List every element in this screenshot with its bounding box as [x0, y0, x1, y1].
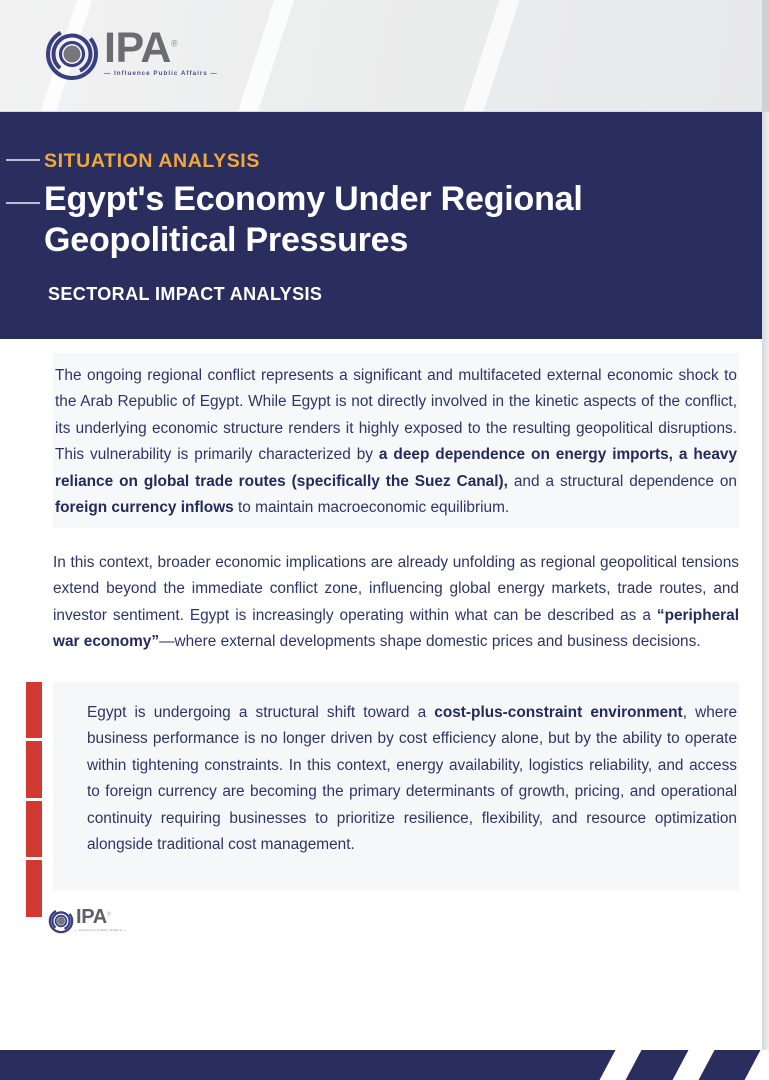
footer-brand-logo — [48, 905, 769, 934]
title-dash-icon — [6, 202, 40, 204]
callout-paragraph — [87, 700, 737, 859]
registered-mark: ® — [171, 38, 178, 49]
callout-bold-a: cost-plus-constraint environment — [434, 703, 683, 721]
p1-text-b: and a structural dependence on — [507, 472, 737, 490]
p2-text-b: —where external developments shape domestic prices and business decisions. — [159, 633, 701, 651]
brand-name: IPA® — [104, 24, 178, 72]
section-kicker: SITUATION ANALYSIS — [44, 150, 260, 172]
kicker-dash-icon — [6, 159, 40, 161]
ipa-circle-logo-icon-small — [48, 908, 74, 934]
callout-text-b: , where business performance is no longer driven by cost efficiency alone, but by the ability to operate within tightening constraints. In this context, energy availability, logistics reliability, and access to foreign currency are becoming the primary determinants of growth, pricing, and operational continuity requiring businesses to prioritize resilience, flexibility, and resource optimization alongside traditional cost management. — [87, 703, 737, 854]
callout-panel — [53, 682, 739, 890]
accent-bar-segment — [26, 801, 42, 858]
footer-slash-icon — [738, 1050, 769, 1080]
brand-wordmark — [104, 26, 218, 77]
footer-bar — [0, 1050, 769, 1080]
p1-bold-a: a deep dependence on energy imports, a heavy reliance on global trade routes (specifically the Suez Canal), — [55, 446, 738, 490]
accent-bar-segment — [26, 860, 42, 917]
footer-brand-name: IPA® — [76, 905, 111, 928]
p1-text-a: The ongoing regional conflict represents a significant and multifaceted external economic shock to the Arab Republic of Egypt. While Egypt is not directly involved in the kinetic aspects of the conflict, its underlying economic structure renders it highly exposed to the resulting geopolitical disruptions. This vulnerability is primarily characterized by — [55, 366, 737, 464]
paragraph-block-1 — [53, 353, 739, 528]
paragraph-2 — [53, 550, 739, 656]
p1-text-c: to maintain macroeconomic equilibrium. — [233, 499, 510, 517]
paragraph-block-2 — [53, 550, 739, 656]
footer-wordmark — [74, 905, 128, 932]
brand-logo — [44, 26, 218, 82]
page-subtitle: SECTORAL IMPACT ANALYSIS — [48, 283, 323, 304]
p2-bold-a: “peripheral war economy” — [53, 606, 739, 651]
p1-bold-b: foreign currency inflows — [55, 499, 234, 517]
footer-slash-icon — [666, 1050, 720, 1080]
page-title: Egypt's Economy Under Regional Geopolitical Pressures — [44, 180, 583, 260]
header-logo-band — [0, 0, 769, 112]
footer-slash-icon — [593, 1050, 647, 1080]
callout-accent-bar-icon — [26, 682, 42, 917]
paragraph-1 — [53, 363, 739, 522]
footer-registered-mark: ® — [106, 911, 111, 918]
window-edge-strip-top — [762, 0, 769, 112]
footer-brand-tagline: — Influence Public Affairs — — [74, 927, 128, 932]
scrollbar-track[interactable] — [762, 112, 769, 1050]
accent-bar-segment — [26, 682, 42, 739]
brand-tagline: — Influence Public Affairs — — [104, 69, 218, 77]
ipa-circle-logo-icon — [44, 26, 100, 82]
document-body — [0, 339, 769, 934]
title-band — [0, 112, 769, 339]
accent-bar-segment — [26, 741, 42, 798]
callout-block — [0, 682, 769, 890]
callout-text-a: Egypt is undergoing a structural shift toward a — [87, 703, 435, 721]
p2-text-a: In this context, broader economic implications are already unfolding as regional geopolitical tensions extend beyond the immediate conflict zone, influencing global energy markets, trade routes, and investor sentiment. Egypt is increasingly operating within what can be described as a — [53, 553, 739, 624]
